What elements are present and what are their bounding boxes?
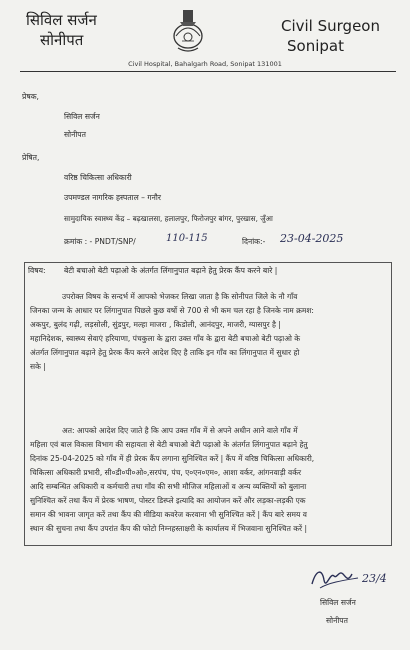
body-paragraph-2 (30, 424, 386, 536)
body-para2-line: सुनिश्चित करें तथा कैंप में प्रेरक भाषण, पोस्टर डिस्प्ले इत्यादि का आयोजन करें और लड़का-लड़की एक (30, 496, 306, 505)
body-para2-line: अत: आपको आदेश दिए जाते है कि आप उक्त गाँव में से अपने अधीन आने वाले गाँव में (62, 426, 298, 435)
recipient-line3: सामुदायिक स्वास्थ्य केंद्र – बढ़खालसा, हलालपुर, फिरोजपुर बांगर, पुरखास, जुँआ (64, 214, 273, 223)
letterhead-address: Civil Hospital, Bahalgarh Road, Sonipat 131001 (128, 60, 282, 68)
recipient-line1: वरिष्ठ चिकित्सा अधिकारी (64, 173, 132, 182)
letterhead-english-title (281, 16, 380, 56)
subject-text: बेटी बचाओ बेटी पढ़ाओ के अंतर्गत लिंगानुपात बढ़ाने हेतु प्रेरक कैंप करने बारे | (64, 266, 278, 275)
body-para1-line: महानिदेशक, स्वास्थ्य सेवाएं हरियाणा, पंचकुला के द्वारा उक्त गाँव के द्वारा बेटी बचाओ बेटी पढ़ाओ के (30, 334, 301, 343)
reference-number-handwritten: 110-115 (166, 233, 208, 244)
reference-number-label: क्रमांक : - PNDT/SNP/ (64, 237, 136, 246)
letterhead-divider (20, 71, 396, 72)
body-para1-line: उपरोक्त विषय के सन्दर्भ में आपको भेजकर लिखा जाता है कि सोनीपत जिले के नौ गाँव (62, 292, 298, 301)
sender-line2: सोनीपत (64, 130, 86, 139)
body-para1-line: सके | (30, 362, 46, 371)
letterhead-hindi-title (26, 10, 97, 50)
sender-line1: सिविल सर्जन (64, 112, 100, 121)
body-para2-line: दिनांक 25-04-2025 को गाँव में ही प्रेरक कैंप लगाना सुनिश्चित करें | कैंप में वरिष्ठ चिकित्सा अधिकारी, (30, 454, 315, 463)
letterhead-hindi-line1: सिविल सर्जन (26, 11, 97, 29)
sender-label: प्रेषक, (22, 92, 39, 101)
body-para2-line: महिला एवं बाल विकास विभाग की सहायता से बेटी बचाओ बेटी पढ़ाओ के अंतर्गत लिंगानुपात बढ़ाने हेतु (30, 440, 308, 449)
body-para2-line: आदि सम्बन्धित अधिकारी व कर्मचारी तथा गाँव की सभी मौजिज महिलाओं व अन्य व्यक्तियों को बुलाना (30, 482, 307, 491)
letterhead-english-line1: Civil Surgeon (281, 17, 380, 35)
reference-date-handwritten: 23-04-2025 (280, 232, 344, 245)
letterhead-hindi-line2: सोनीपत (40, 31, 84, 49)
subject-label: विषय: (28, 266, 46, 275)
letterhead-english-line2: Sonipat (287, 37, 344, 55)
body-para1-line: अकपुर, बुलंद गढ़ी, लड़सोली, सुंडपुर, मल्हा माजरा , किडोली, आनंदपुर, माजरी, ग्यासपुर है | (30, 320, 281, 329)
body-para2-line: स्थान की सुचना तथा कैंप उपरांत कैंप की फोटो निम्नहस्ताक्षरी के कार्यालय में भिजवाना सुनिश्चित करें | (30, 524, 307, 533)
body-para2-line: समान की भावना जागृत करें तथा कैंप की मीडिया कवरेज करवाना भी सुनिश्चित करें | कैंप बारे समय व (30, 510, 307, 519)
recipients-label: प्रेषित, (22, 153, 40, 162)
state-emblem-icon (168, 8, 208, 56)
body-paragraph-1 (30, 290, 386, 374)
signature-title-line1: सिविल सर्जन (320, 598, 356, 607)
body-para1-line: जिनका जन्म के आधार पर लिंगानुपात पिछले कुछ वर्षो से 700 से भी कम चल रहा है जिनके नाम क्रमश: (30, 306, 314, 315)
signature-handwritten-date: 23/4 (362, 572, 387, 585)
body-para2-line: चिकित्सा अधिकारी प्रभारी, सी०डी०पी०ओ०,सरपंच, पंच, ए०एन०एम०, आशा वर्कर, आंगनवाड़ी वर्कर (30, 468, 302, 477)
reference-date-label: दिनांक:- (242, 237, 266, 246)
recipient-line2: उपमण्डल नागरिक हस्पताल – गनौर (64, 193, 161, 202)
body-para1-line: अंतर्गत लिंगानुपात बढ़ाने हेतु प्रेरक कैंप करने आदेश दिए है ताकि इन गाँव का लिंगानुपात में सुधार हो (30, 348, 300, 357)
signature-title-line2: सोनीपत (326, 616, 348, 625)
